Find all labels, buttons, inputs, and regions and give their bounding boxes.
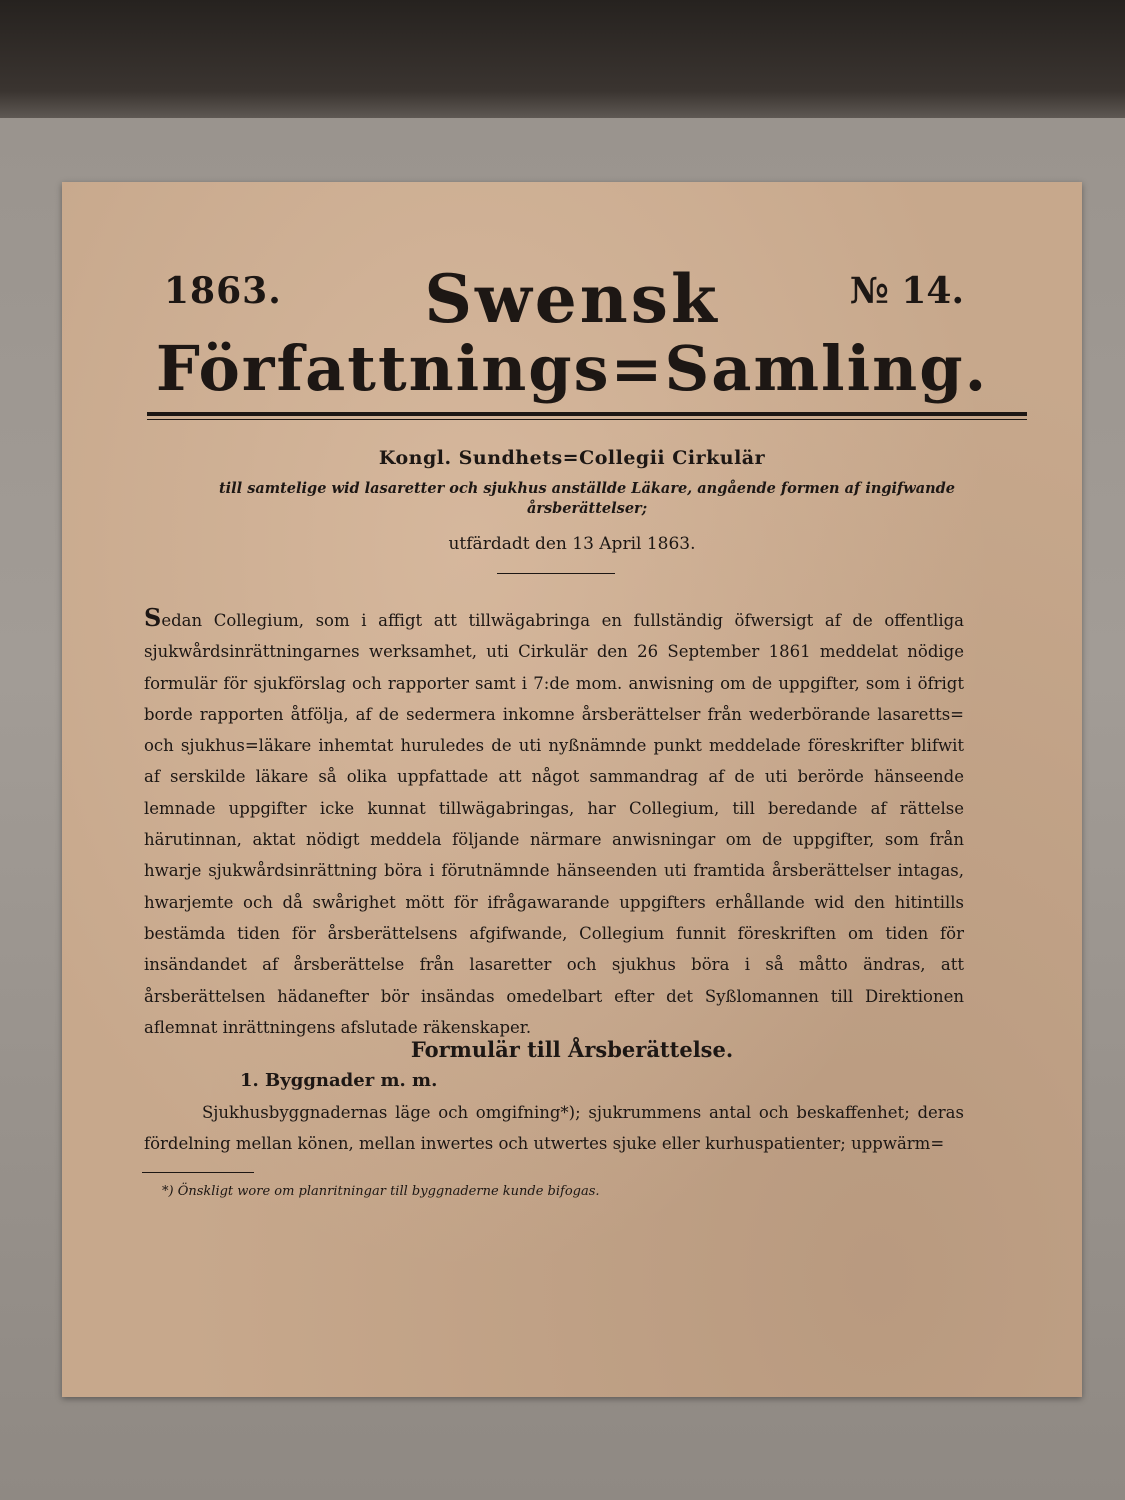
document-page xyxy=(62,182,1082,1397)
section-1-heading: 1. Byggnader m. m. xyxy=(240,1070,438,1091)
header-rule-thin xyxy=(147,419,1027,420)
section-title: Formulär till Årsberättelse. xyxy=(410,1037,734,1062)
footnote-rule xyxy=(142,1172,254,1173)
issued-date: utfärdadt den 13 April 1863. xyxy=(448,534,696,554)
section-1-text: Sjukhusbyggnadernas läge och omgifning*); sjukrummens antal och beskaffenhet; deras fördelning mellan könen, mellan inwertes och utwertes sjuke eller kurhuspatienter; uppwärm= xyxy=(144,1103,964,1153)
masthead xyxy=(62,222,1082,405)
body-text: edan Collegium, som i affigt att tillwägabringa en fullständig öfwersigt af de offentliga sjukwårdsinrättningarnes werksamhet, uti Cirkulär den 26 September 1861 meddelat nödige formulär för sjukförslag och rapporter samt i 7:de mom. anwisning om de uppgifter, som i öfrigt borde rapporten åtfölja, af de sedermera inkomne årsberättelser från wederbörande lasaretts= och sjukhus=läkare inhemtat huruledes de uti nyßnämnde punkt meddelade föreskrifter blifwit af serskilde läkare så olika uppfattade att något sammandrag af de uti berörde hänseende lemnade uppgifter icke kunnat tillwägabringas, har Collegium, till beredande af rättelse härutinnan, aktat nödigt meddela följande närmare anwisningar om de uppgifter, som från hwarje sjukwårdsinrättning böra i förutnämnde hänseenden uti framtida årsberättelser intagas, hwarjemte och då swårighet mött för ifrågawarande uppgifters erhållande wid den hitintills bestämda tiden för årsberättelsens afgifwande, Collegium funnit föreskriften om tiden för insändandet af årsberättelse från lasaretter och sjukhus böra i så måtto ändras, att årsberättelsen hädanefter bör insändas omedelbart efter det Syßlomannen till Direktionen aflemnat inrättningens afslutade räkenskaper. xyxy=(144,611,964,1037)
issue-number: № 14. xyxy=(849,270,964,312)
body-paragraph xyxy=(144,602,964,1043)
issue-year: 1863. xyxy=(164,270,282,312)
circular-subheading: till samtelige wid lasaretter och sjukhus anställde Läkare, angående formen af ingifwande årsberättelser; xyxy=(218,480,956,517)
header-rule-thick xyxy=(147,412,1027,416)
footnote: *) Önskligt wore om planritningar till byggnaderne kunde bifogas. xyxy=(162,1184,600,1199)
title-line-2: Författnings=Samling. xyxy=(155,332,989,405)
separator-rule xyxy=(497,573,615,574)
drop-cap: S xyxy=(144,603,162,632)
circular-heading: Kongl. Sundhets=Collegii Cirkulär xyxy=(378,447,766,469)
title-line-1: Swensk xyxy=(424,260,720,338)
background-dark-top xyxy=(0,0,1125,130)
